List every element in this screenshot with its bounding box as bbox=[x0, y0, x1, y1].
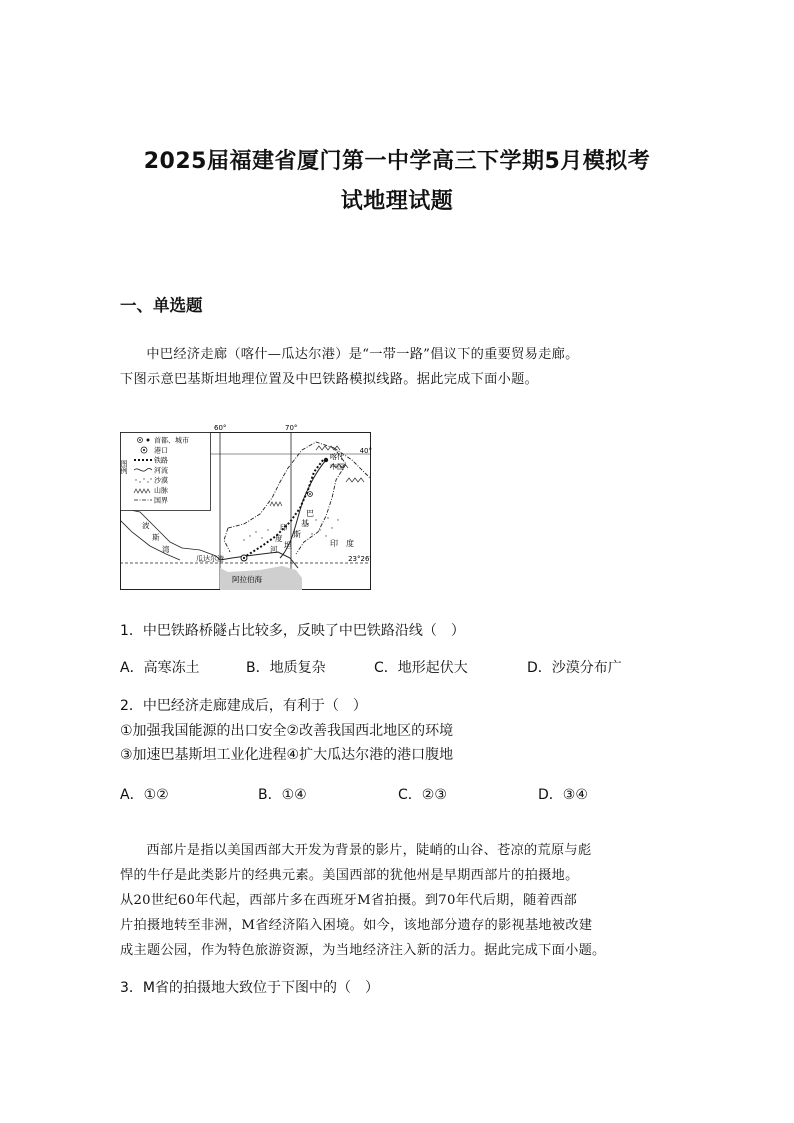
lon-label-70: 70° bbox=[285, 424, 298, 432]
pakistan-map bbox=[120, 420, 372, 592]
question-2-statements-2: ③加速巴基斯坦工业化进程④扩大瓜达尔港的港口腹地 bbox=[120, 747, 454, 763]
label-indus-1: 印 bbox=[280, 523, 288, 532]
label-kashi: 喀什 bbox=[330, 453, 344, 461]
label-pakistan-1: 巴 bbox=[306, 509, 314, 518]
lon-label-60: 60° bbox=[214, 424, 227, 432]
label-india: 印 度 bbox=[330, 539, 354, 548]
label-pakistan-3: 斯 bbox=[293, 530, 301, 539]
section-heading: 一、单选题 bbox=[120, 296, 203, 315]
question-2-options bbox=[120, 784, 680, 806]
question-3-stem: 3．M省的拍摄地大致位于下图中的（ ） bbox=[120, 980, 379, 996]
label-arabian-sea: 阿拉伯海 bbox=[232, 575, 262, 584]
passage-2-line: 从20世纪60年代起，西部片多在西班牙M省拍摄。到70年代后期，随着西部 bbox=[120, 893, 578, 908]
label-gwadar: 瓜达尔港 bbox=[196, 555, 224, 563]
q1-option-b[interactable]: B．地质复杂 bbox=[246, 660, 326, 676]
label-gulf-1: 波 bbox=[142, 521, 150, 530]
legend-item-port: 港口 bbox=[154, 446, 168, 455]
legend-item-mountain: 山脉 bbox=[154, 486, 168, 495]
legend-item-river: 河流 bbox=[154, 466, 168, 475]
paper-title bbox=[100, 142, 694, 222]
passage-1-line: 中巴经济走廊（喀什—瓜达尔港）是“一带一路”倡议下的重要贸易走廊。 bbox=[146, 347, 579, 362]
passage-2 bbox=[120, 838, 680, 963]
q1-option-c[interactable]: C．地形起伏大 bbox=[374, 660, 468, 676]
legend-item-railway: 铁路 bbox=[154, 456, 168, 465]
label-pakistan-4: 坦 bbox=[284, 541, 292, 550]
passage-2-line: 片拍摄地转至非洲，M省经济陷入困境。如今，该地部分遗存的影视基地被改建 bbox=[120, 918, 593, 933]
passage-2-line: 成主题公园，作为特色旅游资源，为当地经济注入新的活力。据此完成下面小题。 bbox=[120, 943, 606, 958]
lat-label-40: 40° bbox=[359, 447, 372, 455]
q2-option-a[interactable]: A．①② bbox=[120, 787, 169, 803]
passage-2-line: 西部片是指以美国西部大开发为背景的影片，陡峭的山谷、苍凉的荒原与彪 bbox=[146, 843, 592, 858]
lat-label-tropic: 23°26′ bbox=[348, 555, 371, 563]
q1-option-a[interactable]: A．高寒冻土 bbox=[120, 660, 200, 676]
question-2-statements-1: ①加强我国能源的出口安全②改善我国西北地区的环境 bbox=[120, 723, 454, 739]
q2-option-c[interactable]: C．②③ bbox=[398, 787, 447, 803]
paper-title-line-1: 2025届福建省厦门第一中学高三下学期5月模拟考 bbox=[143, 149, 651, 174]
legend-title: 图例 bbox=[120, 460, 128, 474]
label-indus-2: 度 bbox=[275, 534, 283, 543]
label-indus-3: 河 bbox=[270, 545, 278, 554]
paper-title-line-2: 试地理试题 bbox=[340, 189, 454, 214]
legend-item-city: 首都、城市 bbox=[154, 436, 189, 445]
label-gulf-2: 斯 bbox=[152, 533, 160, 542]
map-legend bbox=[120, 433, 211, 511]
q2-option-b[interactable]: B．①④ bbox=[258, 787, 307, 803]
label-china: 中国 bbox=[330, 463, 344, 471]
legend-item-border: 国界 bbox=[154, 496, 168, 505]
q1-option-d[interactable]: D．沙漠分布广 bbox=[527, 660, 622, 676]
passage-2-line: 悍的牛仔是此类影片的经典元素。美国西部的犹他州是早期西部片的拍摄地。 bbox=[120, 868, 579, 883]
legend-item-desert: 沙漠 bbox=[154, 476, 168, 485]
passage-1 bbox=[120, 342, 676, 392]
label-gulf-3: 湾 bbox=[162, 545, 170, 554]
question-1-stem: 1．中巴铁路桥隧占比较多，反映了中巴铁路沿线（ ） bbox=[120, 623, 465, 639]
passage-1-line: 下图示意巴基斯坦地理位置及中巴铁路模拟线路。据此完成下面小题。 bbox=[120, 372, 539, 387]
q2-option-d[interactable]: D．③④ bbox=[538, 787, 588, 803]
question-1-options bbox=[120, 657, 680, 679]
label-pakistan-2: 基 bbox=[301, 519, 309, 528]
question-2-stem: 2．中巴经济走廊建成后，有利于（ ） bbox=[120, 698, 367, 714]
